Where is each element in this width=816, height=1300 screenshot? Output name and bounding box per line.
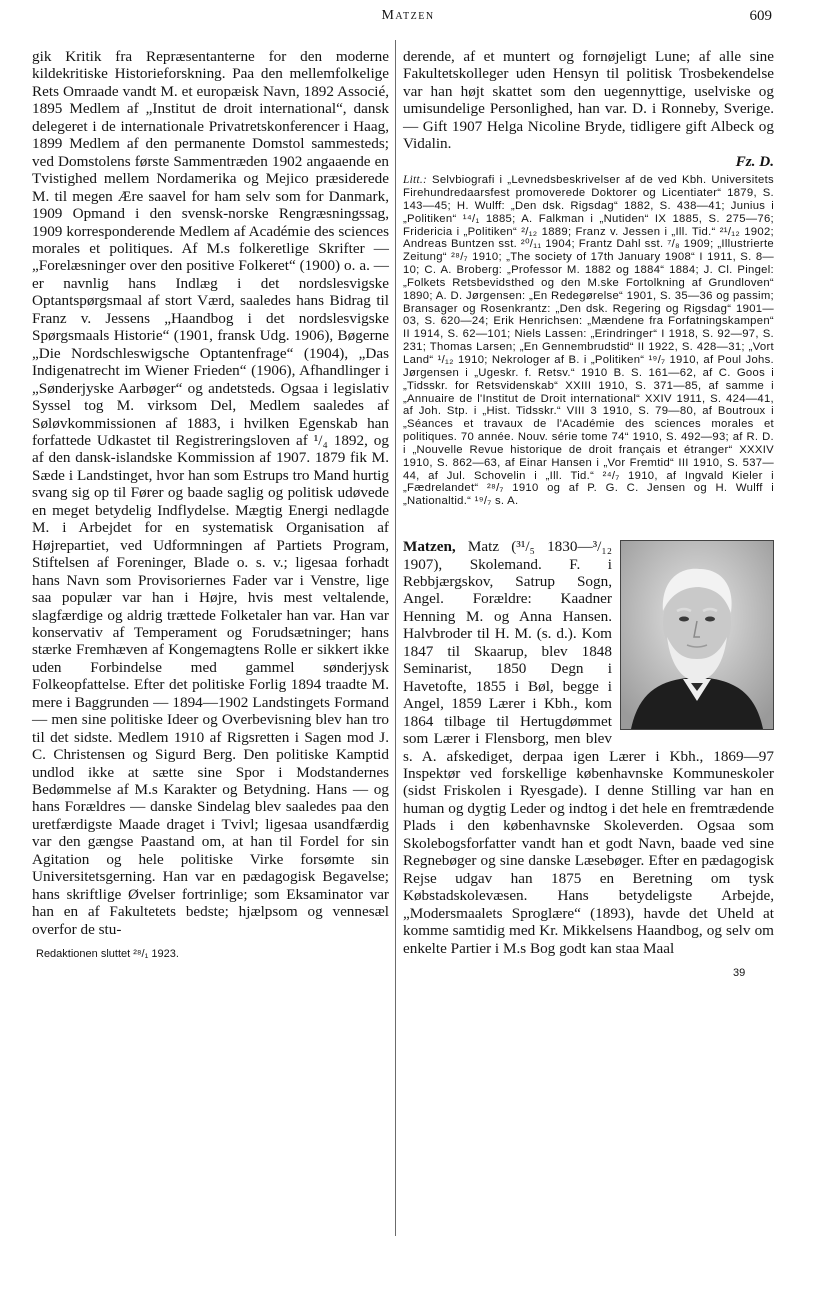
literature-text: Selvbiografi i „Levnedsbeskrivelser af de ved Kbh. Universitets Firehundredaarsfest promoverede Doktorer og Licentiater“ 1879, S. 143—45; H. Wulff: „Den dsk. Rigsdag“ 1882, S. 438—41; Junius i „Politiken“ ¹⁴/₁ 1885; A. Falkman i „Nutiden“ IX 1885, S. 275—76; Fridericia i „Politiken“ ²/₁₂ 1889; Franz v. Jessen i „Ill. Tid.“ ²¹/₁₂ 1902; Andreas Buntzen sst. ²⁰/₁₁ 1904; Frantz Dahl sst. ⁷/₈ 1909; „Illustrierte Zeitung“ ²⁸/₇ 1910; „The society of 17th January 1908“ I 1911, S. 8—10; C. A. Broberg: „Professor M. 1882 og 1884“ 1884; J. Cl. Pingel: „Folkets Retsbevidsthed og den M.ske Fortolkning af Grundloven“ 1890; A. D. Jørgensen: „En Redegørelse“ 1901, S. 35—36 og passim; Bransager og Rosenkrantz: „Den dsk. Regering og Rigsdag“ 1901—03, S. 620—24; Erik Henrichsen: „Mændene fra Forfatningskampen“ II 1914, S. 62—101; Niels Lassen: „Erindringer“ I 1918, S. 92—97, S. 231; Thomas Larsen; „En Gennembrudstid“ II 1922, S. 428—31; „Vort Land“ ¹/₁₂ 1910; Nekrologer af B. i „Politiken“ ¹⁹/₇ 1910, af Poul Johs. Jørgensen i „Ugeskr. f. Retsv.“ 1910 B. S. 161—62, af C. Goos i „Tidsskr. for Retsvidenskab“ XXIII 1910, S. 371—85, af samme i „Annuaire de l'Institut de Droit international“ XXIV 1911, S. 424—41, af Joh. Stp. i „Hist. Tidsskr.“ VIII 3 1910, S. 79—80, af Boutroux i „Séances et travaux de l'Académie des sciences morales et politiques. 70 année. Nouv. série tome 74“ 1910, S. 492—93; af R. D. i „Nouvelle Revue historique de droit français et étranger“ XXXIV 1910, S. 862—63, af Einar Hansen i „Vor Fremtid“ III 1910, S. 537—44, af Jul. Schovelin i „Ill. Tid.“ ²⁴/₇ 1910, af Ingvald Kieler i „Fædrelandet“ ²⁸/₇ 1910 og af P. G. C. Jensen og H. Wulff i „Nationaltid.“ ¹⁹/₇ s. A. <box>403 174 774 508</box>
page-header <box>0 6 816 28</box>
biography-entry <box>403 538 774 957</box>
author-signature: Fz. D. <box>735 152 774 170</box>
right-column <box>403 48 774 979</box>
portrait-photo <box>620 540 774 730</box>
printer-signature-mark: 39 <box>733 966 746 979</box>
editorial-footnote: Redaktionen sluttet ²⁸/₁ 1923. <box>36 948 179 961</box>
literature-label: Litt.: <box>403 174 428 187</box>
right-column-paragraph: derende, af et muntert og fornøjeligt Lune; af alle sine Fakultetskolleger uden Hensyn til politisk Trosbekendelse var han højt skattet som den uegennyttige, uselviske og umisundelige Personlighed, han var. D. i Ronneby, Sverige. — Gift 1907 Helga Nicoline Bryde, tidligere gift Albeck og Vidalin. <box>403 48 774 153</box>
left-column <box>32 48 389 960</box>
entry-name: Matzen, <box>403 538 456 556</box>
running-head: Matzen <box>381 8 435 23</box>
entry-text: Matz (³¹/₅ 1830—³/₁₂ 1907), Skolemand. F. i Rebbjærgskov, Satrup Sogn, Angel. Forældre: Kaadner Henning M. og Anna Hansen. Halvbroder til H. M. (s. d.). Kom 1847 til Skaarup, blev 1848 Seminarist, 1850 Degn i Havetofte, 1855 i Bøl, begge i Angel, 1859 Lærer i Kbh., kom 1864 tilbage til Hertugdømmet som Lærer i Flensborg, men blev s. A. afskediget, derpaa igen Lærer i Kbh., 1869—97 Inspektør ved forskellige københavnske Kommuneskoler (sidst Friskolen i Ryesgade). I denne Stilling var han en human og dygtig Leder og indtog i det hele en fremtrædende Plads i den københavnske Skoleverden. Ogsaa som Skolebogsforfatter vandt han et godt Navn, baade ved sine Regnebøger og sine danske Læsebøger. Efter en pædagogisk Rejse udgav han 1875 en Beretning om tysk Købstadskolevæsen. Hans betydeligste Arbejde, „Modersmaalets Sproglære“ (1893), havde det Uheld at komme samtidig med Kr. Mikkelsens Haandbog, og selv om enkelte Partier i M.s Bog godt kan staa Maal <box>403 538 774 957</box>
page-number: 609 <box>749 8 772 24</box>
literature-references <box>403 174 774 508</box>
column-divider <box>395 40 396 1236</box>
left-column-paragraph: gik Kritik fra Repræsentanterne for den moderne kildekritiske Historieforskning. Paa den mellemfolkelige Rets Omraade vandt M. et europæisk Navn, 1892 Associé, 1895 Medlem af „Institut de droit international“, dansk delegeret i de internationale Privatretskonferencer i Haag, 1899 Medlem af den permanente Domstol sammesteds; ved Domstolens første Sammentræden 1902 angaaende en Tvistighed mellem Nordamerika og Mejico præsiderede M. til megen Ære saavel for ham selv som for Danmark, 1909 Opmand i den svensk-norske Rengræsningssag, 1909 korresponderende Medlem af Académie des sciences morales et politiques. Af M.s folkeretlige Skrifter — „Forelæsninger over den positive Folkeret“ (1900) o. a. — er navnlig hans Indlæg i det nordslesvigske Optantspørgsmaal af stort Værd, saaledes hans Bidrag til Franz v. Jessens „Haandbog i det nordslesvigske Spørgsmaals Historie“ (1901, fransk Udg. 1906), Bøgerne „Die Nordschleswigsche Optantenfrage“ (1904), „Das Indigenatrecht im Wiener Frieden“ (1906), Afhandlinger i „Sønderjyske Aarbøger“ og andetsteds. Ogsaa i legislativ Syssel tog M. virksom Del, Medlem saaledes af Søløvkommissionen af 1883, i hvilken Egenskab han forfattede Udkastet til Registreringsloven af ¹/₄ 1892, og af den dansk-islandske Kommission af 1907. 1879 fik M. Sæde i Landstinget, hvor han som Estrups tro Mand hurtig svang sig op til Fører og baade saglig og politisk udøvede en meget betydelig Indflydelse. Mægtig Energi nedlagde M. i Arbejdet for en systematisk Organisation af Højrepartiet, ved Udformningen af Partiets Program, Stiftelsen af Foreninger, Blade o. s. v.; ligesaa forhadt hans Navn som Provisoriernes Fader var i Venstre, lige saa populær var han i Højre, hvis mest veltalende, slagfærdige og aldrig trættede Folketaler han var. Han var konservativ af Temperament og Forudsætninger; hans stærke Fremhæven af Kongemagtens Rolle er sikkert ikke uden Forbindelse med gammel sønderjysk Folkeopfattelse. Efter det politiske Forlig 1894 traadte M. mere i Baggrunden — 1894—1902 Landstingets Formand — men sine politiske Ideer og Overbevisning blev han tro til det sidste. Medlem 1910 af Rigsretten i Sagen mod J. C. Christensen og Sigurd Berg. Den politiske Kamptid undlod ikke at sætte sine Spor i Modstandernes Bedømmelse af M.s Karakter og Betydning. Hans — og hans Forældres — danske Sindelag blev saaledes paa den uretfærdigste Maade draget i Tvivl; ligesaa usandfærdig var den gængse Paastand om, at han til Fordel for sin Agitation og hele politiske Virke forsømte sin Universitetsgerning. Han var en pædagogisk Begavelse; hans skriftlige Øvelser fortrinlige; som Eksaminator var han en af Fakultetets bedste; hjælpsom og vennesæl overfor de stu- <box>32 48 389 938</box>
entry-spacer <box>403 508 774 538</box>
